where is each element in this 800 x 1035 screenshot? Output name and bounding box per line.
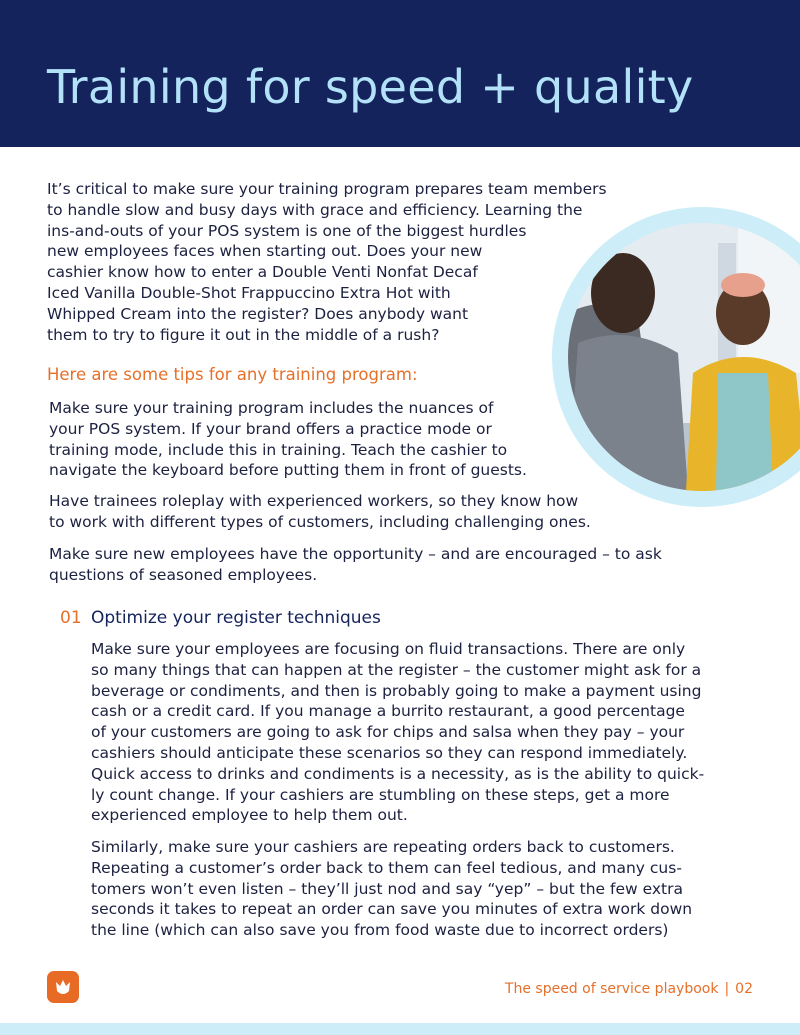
tips-heading: Here are some tips for any training program:	[47, 365, 418, 384]
bottom-bar	[0, 1023, 800, 1035]
brand-logo-icon	[47, 971, 79, 1003]
section-number: 01	[60, 608, 82, 628]
intro-paragraph: It’s critical to make sure your training program prepares team members to handle slow and busy days with grace and efficiency. Learning the ins-and-outs of your POS system is one of the biggest hurdles new employees faces when starting out. Does your new cashier know how to enter a Double Venti Nonfat Decaf Iced Vanilla Double-Shot Frappuccino Extra Hot with Whipped Cream into the register? Does anybody want them to try to figure it out in the middle of a rush?	[47, 180, 607, 344]
section-paragraph: Similarly, make sure your cashiers are repeating orders back to customers. Repeating a customer’s order back to them can feel tedious, and many cus- tomers won’t even listen – they’ll just nod and say “yep” – but the few extra seconds it takes to repeat an order can save you minutes of extra work down the line (which can also save you from food waste due to incorrect orders)	[91, 838, 693, 940]
page-footer	[505, 980, 753, 998]
section-title: Optimize your register techniques	[91, 608, 381, 628]
page-title: Training for speed + quality	[47, 60, 694, 114]
page-number: 02	[735, 981, 753, 997]
section-paragraph: Make sure your employees are focusing on fluid transactions. There are only so many things that can happen at the register – the customer might ask for a beverage or condiments, and then is probably going to make a payment using cash or a credit card. If you manage a burrito restaurant, a good percentage of your customers are going to ask for chips and salsa when they pay – your cashiers should anticipate these scenarios so they can respond immediately. Quick access to drinks and condiments is a necessity, as is the ability to quick- ly count change. If your cashiers are stumbling on these steps, get a more experienced employee to help them out.	[91, 640, 705, 825]
footer-doc-title: The speed of service playbook	[504, 981, 719, 997]
footer-separator: |	[724, 981, 730, 997]
tip-item: Make sure your training program includes the nuances of your POS system. If your brand offers a practice mode or training mode, include this in training. Teach the cashier to navigate the keyboard before putting them in front of guests.	[49, 399, 527, 480]
page-header	[0, 0, 800, 147]
tip-item: Make sure new employees have the opportunity – and are encouraged – to ask questions of seasoned employees.	[49, 545, 662, 584]
tip-item: Have trainees roleplay with experienced workers, so they know how to work with different types of customers, including challenging ones.	[49, 492, 591, 531]
